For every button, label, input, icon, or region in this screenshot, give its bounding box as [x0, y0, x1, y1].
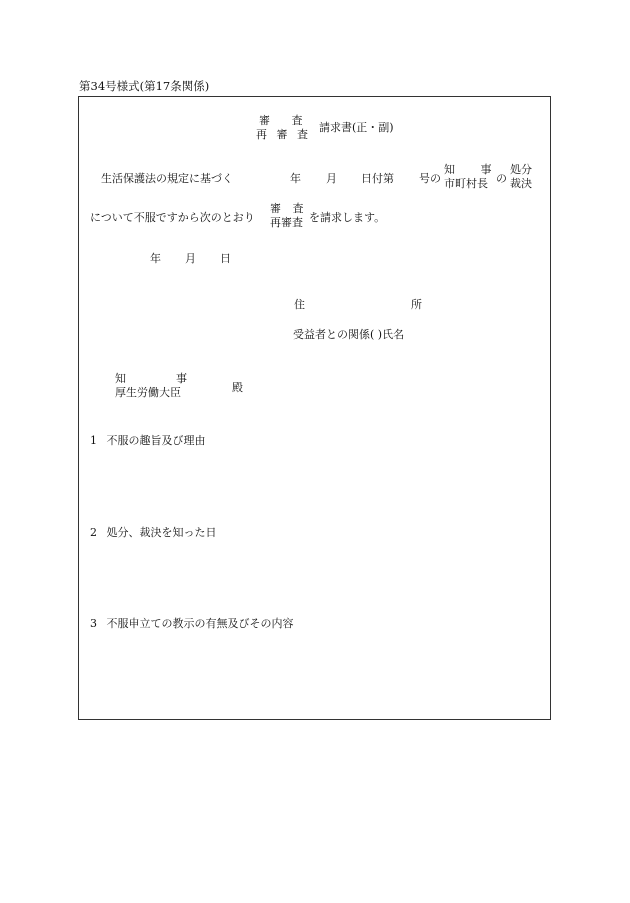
- action-ruling: 裁決: [510, 176, 532, 190]
- line1-year: 年: [290, 172, 301, 185]
- line1-particle: の: [496, 172, 507, 185]
- date-month: 月: [185, 252, 196, 265]
- date-day: 日: [220, 252, 231, 265]
- title-main: 請求書(正・副): [319, 121, 394, 134]
- line1-date-no: 日付第: [361, 172, 394, 185]
- line1-authority: [444, 163, 492, 191]
- date-year: 年: [150, 252, 161, 265]
- address-label-left: 住: [294, 298, 305, 311]
- title-review-line: 審 査: [259, 114, 303, 127]
- authority-governor: 知 事: [444, 163, 492, 176]
- action-disposition: 処分: [510, 163, 532, 176]
- addressee-governor-right: 事: [176, 372, 187, 385]
- line1-action: [510, 163, 532, 191]
- line2-prefix: について不服ですから次のとおり: [90, 211, 255, 224]
- title-rereview-line: 再 審 査: [256, 127, 308, 141]
- authority-mayor: 市町村長: [444, 176, 488, 190]
- item-3-heading: 3 不服申立ての教示の有無及びその内容: [90, 617, 294, 630]
- addressee-governor: [115, 372, 187, 386]
- type-review: 審 査: [270, 202, 304, 215]
- line1-number: 号の: [419, 172, 441, 185]
- address-label-right: 所: [411, 298, 422, 311]
- line1-month: 月: [326, 172, 337, 185]
- addressee-honorific: 殿: [232, 381, 243, 394]
- line2-type: [270, 202, 304, 230]
- form-label: 第34号様式(第17条関係): [79, 79, 210, 93]
- addressee-title: [115, 372, 187, 400]
- title-review-type: [256, 114, 308, 142]
- line1-prefix: 生活保護法の規定に基づく: [101, 172, 233, 185]
- addressee-governor-left: 知: [115, 372, 126, 385]
- addressee-minister: 厚生労働大臣: [115, 385, 181, 399]
- line2-suffix: を請求します。: [309, 211, 386, 224]
- item-1-heading: 1 不服の趣旨及び理由: [90, 434, 206, 447]
- type-rereview: 再審査: [270, 215, 303, 229]
- name-line: 受益者との関係( )氏名: [293, 328, 405, 341]
- item-2-heading: 2 処分、裁決を知った日: [90, 526, 217, 539]
